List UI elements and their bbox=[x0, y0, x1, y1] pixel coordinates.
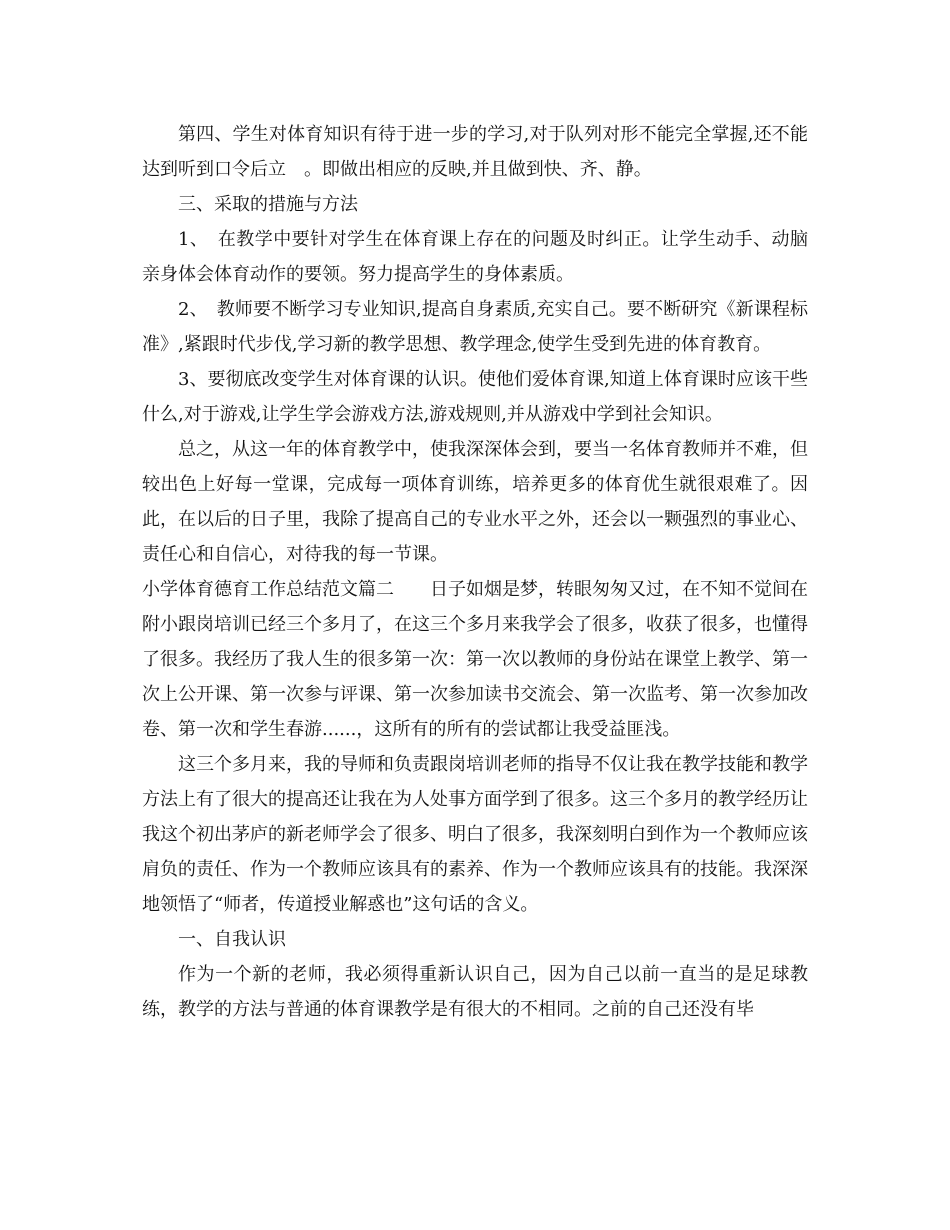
paragraph-measure-2: 2、 教师要不断学习专业知识,提高自身素质,充实自己。要不断研究《新课程标准》,紧跟时代步伐,学习新的教学思想、教学理念,使学生受到先进的体育教育。 bbox=[142, 299, 808, 355]
paragraph-mentor-guidance: 这三个多月来，我的导师和负责跟岗培训老师的指导不仅让我在教学技能和教学方法上有了很大的提高还让我在为人处事方面学到了很多。这三个多月的教学经历让我这个初出茅庐的新老师学会了很多、明白了很多，我深刻明白到作为一个教师应该肩负的责任、作为一个教师应该具有的素养、作为一个教师应该具有的技能。我深深地领悟了“师者，传道授业解惑也”这句话的含义。 bbox=[142, 754, 808, 915]
paragraph-measure-3: 3、要彻底改变学生对体育课的认识。使他们爱体育课,知道上体育课时应该干些什么,对于游戏,让学生学会游戏方法,游戏规则,并从游戏中学到社会知识。 bbox=[142, 369, 808, 425]
heading-measures: 三、采取的措施与方法 bbox=[178, 194, 358, 215]
document-body bbox=[142, 117, 808, 1027]
paragraph-4th-point: 第四、学生对体育知识有待于进一步的学习,对于队列对形不能完全掌握,还不能达到听到口令后立 。即做出相应的反映,并且做到快、齐、静。 bbox=[142, 124, 808, 180]
paragraph-summary: 总之，从这一年的体育教学中，使我深深体会到，要当一名体育教师并不难，但较出色上好每一堂课，完成每一项体育训练，培养更多的体育优生就很艰难了。因此，在以后的日子里，我除了提高自己的专业水平之外，还会以一颗强烈的事业心、责任心和自信心，对待我的每一节课。 bbox=[142, 439, 808, 565]
heading-self-knowledge: 一、自我认识 bbox=[178, 929, 286, 950]
paragraph-measure-1: 1、 在教学中要针对学生在体育课上存在的问题及时纠正。让学生动手、动脑亲身体会体育动作的要领。努力提高学生的身体素质。 bbox=[142, 229, 808, 285]
paragraph-article-two-intro: 小学体育德育工作总结范文篇二 日子如烟是梦，转眼匆匆又过，在不知不觉间在附小跟岗培训已经三个多月了，在这三个多月来我学会了很多，收获了很多，也懂得了很多。我经历了我人生的很多第一次：第一次以教师的身份站在课堂上教学、第一次上公开课、第一次参与评课、第一次参加读书交流会、第一次监考、第一次参加改卷、第一次和学生春游......，这所有的所有的尝试都让我受益匪浅。 bbox=[142, 579, 808, 740]
paragraph-new-teacher: 作为一个新的老师，我必须得重新认识自己，因为自己以前一直当的是足球教练，教学的方法与普通的体育课教学是有很大的不相同。之前的自己还没有毕 bbox=[142, 964, 808, 1020]
